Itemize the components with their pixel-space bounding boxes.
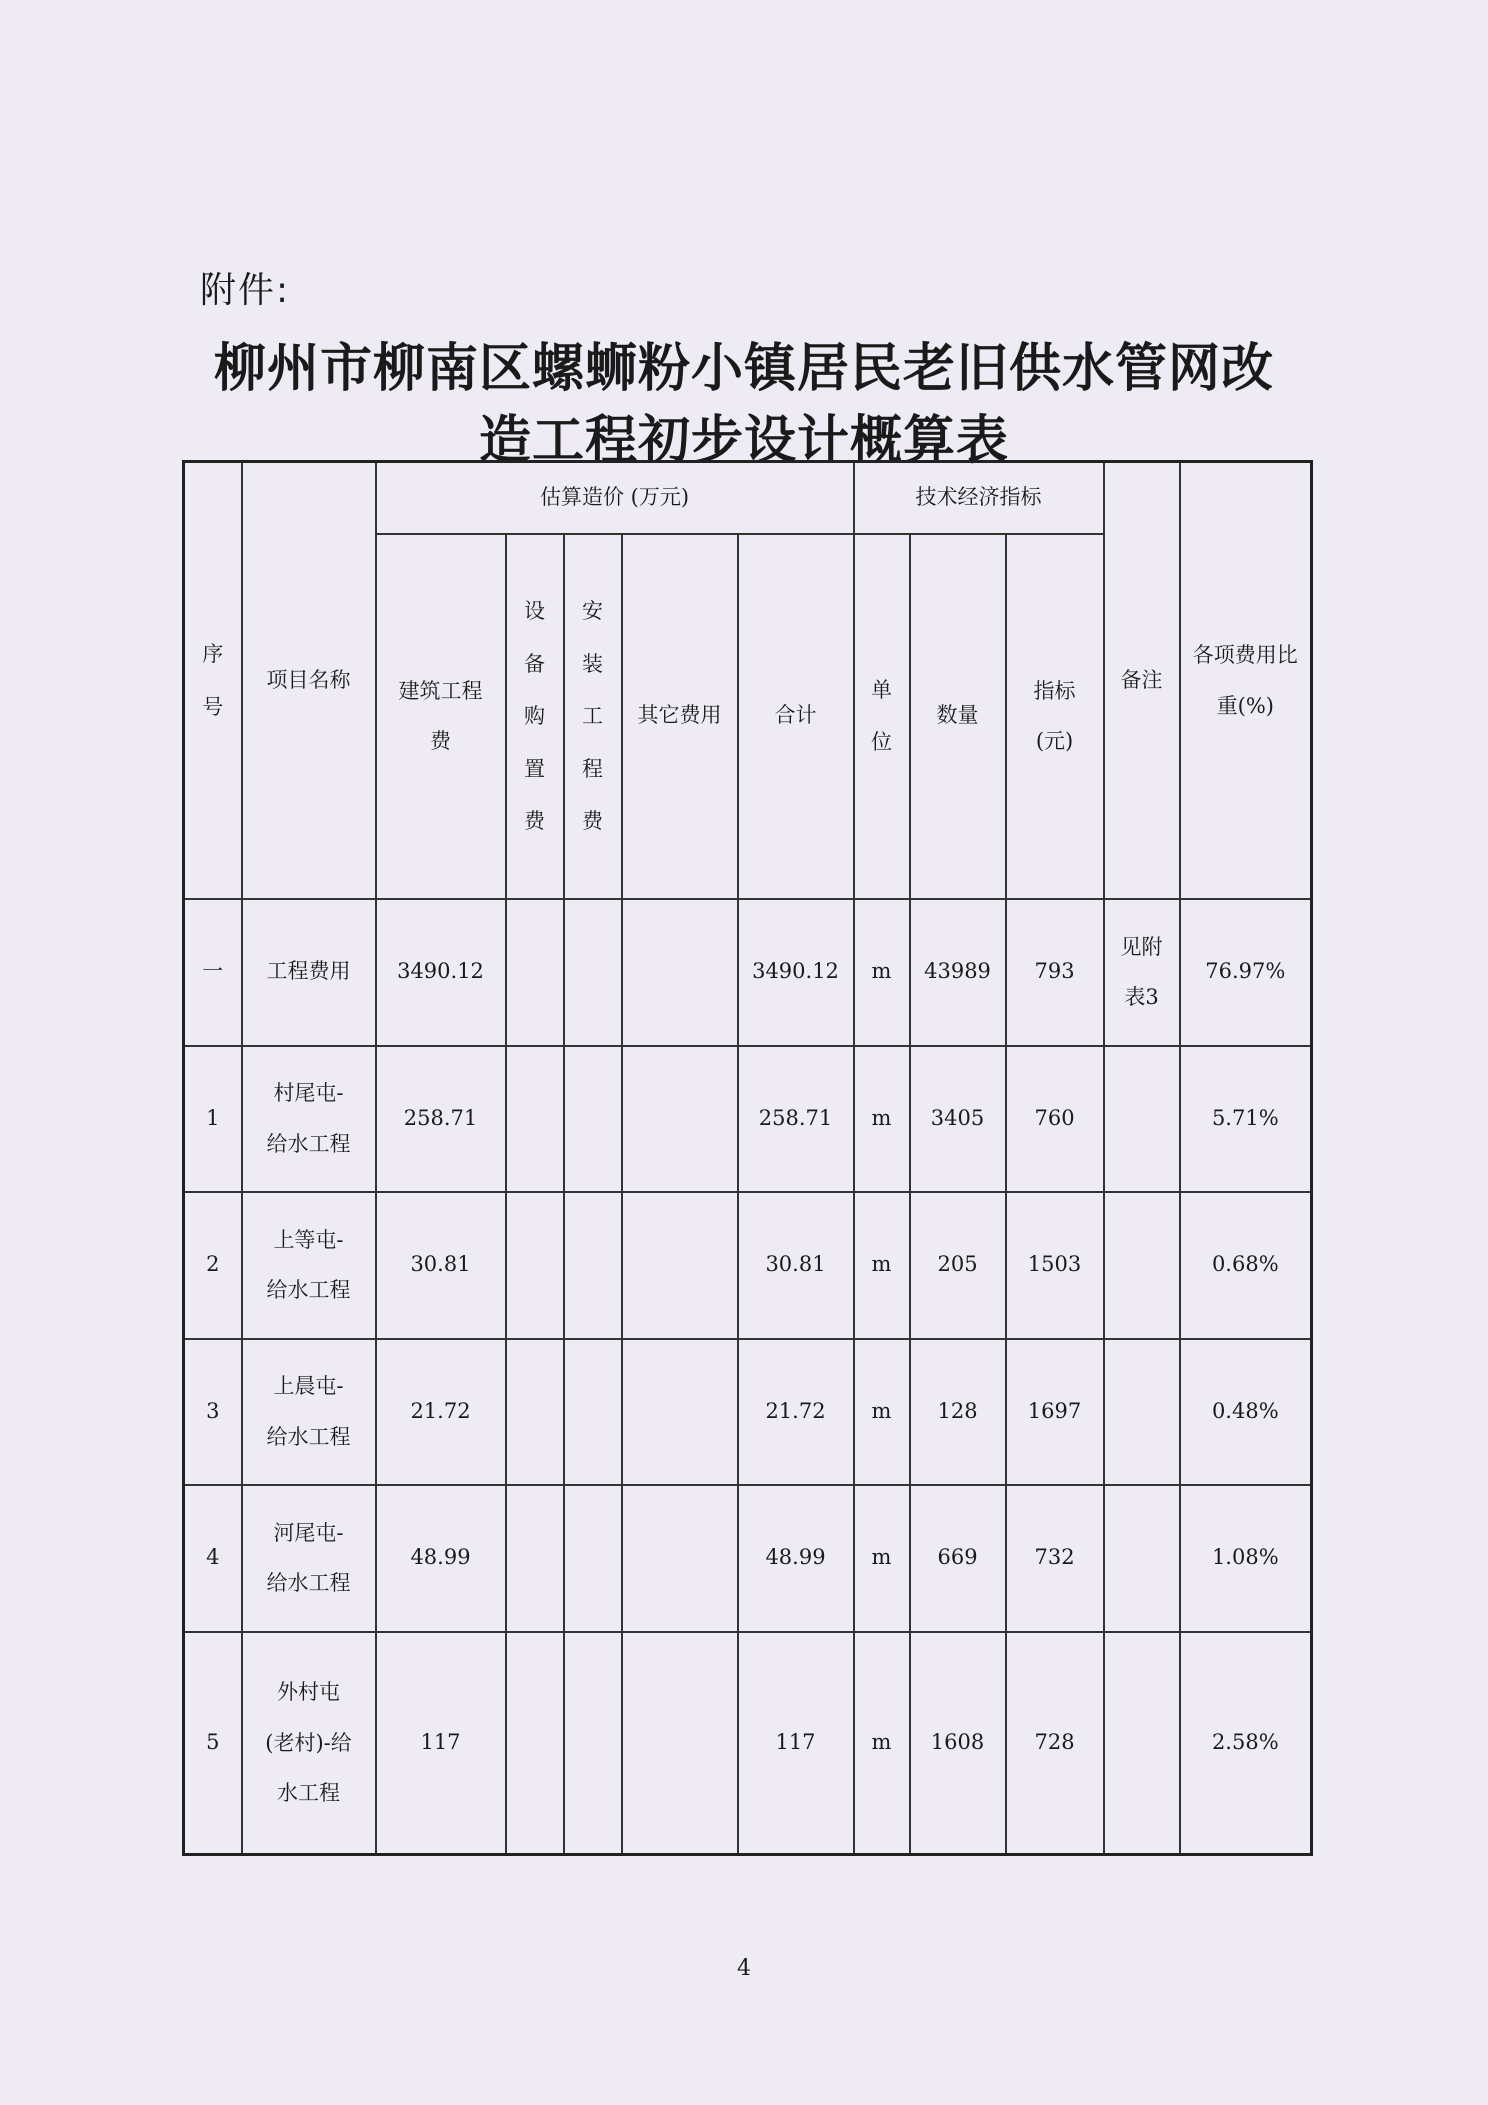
cell-quantity: 205 (910, 1192, 1006, 1339)
header-tech-group: 技术经济指标 (854, 462, 1104, 534)
cell-other (622, 1046, 738, 1193)
cell-other (622, 1192, 738, 1339)
cell-name: 上晨屯-给水工程 (242, 1339, 376, 1486)
cell-install (564, 1192, 622, 1339)
header-other: 其它费用 (622, 534, 738, 899)
cell-unit: m (854, 899, 910, 1046)
cell-name: 上等屯-给水工程 (242, 1192, 376, 1339)
cell-quantity: 43989 (910, 899, 1006, 1046)
document-title-line-1: 柳州市柳南区螺蛳粉小镇居民老旧供水管网改 (213, 338, 1274, 399)
cell-total: 21.72 (738, 1339, 854, 1486)
cell-total: 258.71 (738, 1046, 854, 1193)
cell-quantity: 128 (910, 1339, 1006, 1486)
cell-name: 工程费用 (242, 899, 376, 1046)
cell-total: 117 (738, 1632, 854, 1855)
cell-seq: 2 (184, 1192, 242, 1339)
cell-ratio: 0.48% (1180, 1339, 1312, 1486)
document-title-line-2: 造工程初步设计概算表 (478, 410, 1009, 471)
cell-install (564, 1485, 622, 1632)
cell-other (622, 899, 738, 1046)
header-remark: 备注 (1104, 462, 1180, 900)
cell-install (564, 1632, 622, 1855)
cell-building: 30.81 (376, 1192, 506, 1339)
cell-equipment (506, 1192, 564, 1339)
header-total: 合计 (738, 534, 854, 899)
cell-seq: 一 (184, 899, 242, 1046)
header-name: 项目名称 (242, 462, 376, 900)
cell-remark (1104, 1046, 1180, 1193)
cell-index: 760 (1006, 1046, 1104, 1193)
header-row-1 (184, 462, 1312, 534)
cell-unit: m (854, 1485, 910, 1632)
header-ratio: 各项费用比重(%) (1180, 462, 1312, 900)
cell-index: 728 (1006, 1632, 1104, 1855)
cell-ratio: 0.68% (1180, 1192, 1312, 1339)
cell-total: 30.81 (738, 1192, 854, 1339)
header-install: 安装工程费 (564, 534, 622, 899)
cell-ratio: 2.58% (1180, 1632, 1312, 1855)
cell-building: 48.99 (376, 1485, 506, 1632)
cell-ratio: 5.71% (1180, 1046, 1312, 1193)
cell-index: 1503 (1006, 1192, 1104, 1339)
table-row (184, 1632, 1312, 1855)
cell-equipment (506, 1485, 564, 1632)
header-seq: 序号 (184, 462, 242, 900)
cell-unit: m (854, 1339, 910, 1486)
cell-quantity: 3405 (910, 1046, 1006, 1193)
cell-remark (1104, 1485, 1180, 1632)
cell-total: 3490.12 (738, 899, 854, 1046)
cell-building: 3490.12 (376, 899, 506, 1046)
cell-remark (1104, 1632, 1180, 1855)
cell-remark: 见附表3 (1104, 899, 1180, 1046)
table-row (184, 1339, 1312, 1486)
cell-install (564, 1046, 622, 1193)
header-building: 建筑工程费 (376, 534, 506, 899)
table-row (184, 1192, 1312, 1339)
cell-unit: m (854, 1192, 910, 1339)
header-equipment: 设备购置费 (506, 534, 564, 899)
table-row (184, 899, 1312, 1046)
cell-equipment (506, 1632, 564, 1855)
cell-name: 河尾屯-给水工程 (242, 1485, 376, 1632)
cell-other (622, 1339, 738, 1486)
header-quantity: 数量 (910, 534, 1006, 899)
table-row (184, 1485, 1312, 1632)
cell-name: 外村屯(老村)-给水工程 (242, 1632, 376, 1855)
cell-quantity: 1608 (910, 1632, 1006, 1855)
cell-total: 48.99 (738, 1485, 854, 1632)
cell-install (564, 899, 622, 1046)
cell-equipment (506, 899, 564, 1046)
cell-other (622, 1485, 738, 1632)
cell-install (564, 1339, 622, 1486)
header-estimate-group: 估算造价 (万元) (376, 462, 854, 534)
page-number: 4 (737, 1956, 751, 1981)
cell-seq: 5 (184, 1632, 242, 1855)
cell-seq: 3 (184, 1339, 242, 1486)
cell-building: 258.71 (376, 1046, 506, 1193)
header-index: 指标(元) (1006, 534, 1104, 899)
cell-remark (1104, 1192, 1180, 1339)
cell-seq: 4 (184, 1485, 242, 1632)
cell-unit: m (854, 1046, 910, 1193)
cell-ratio: 1.08% (1180, 1485, 1312, 1632)
cell-remark (1104, 1339, 1180, 1486)
cell-other (622, 1632, 738, 1855)
cell-index: 1697 (1006, 1339, 1104, 1486)
cell-building: 117 (376, 1632, 506, 1855)
table-row (184, 1046, 1312, 1193)
cell-index: 732 (1006, 1485, 1104, 1632)
header-unit: 单位 (854, 534, 910, 899)
budget-table (182, 460, 1313, 1856)
cell-ratio: 76.97% (1180, 899, 1312, 1046)
cell-index: 793 (1006, 899, 1104, 1046)
cell-building: 21.72 (376, 1339, 506, 1486)
cell-seq: 1 (184, 1046, 242, 1193)
cell-equipment (506, 1339, 564, 1486)
cell-name: 村尾屯-给水工程 (242, 1046, 376, 1193)
cell-unit: m (854, 1632, 910, 1855)
attachment-label: 附件: (200, 270, 291, 311)
cell-equipment (506, 1046, 564, 1193)
cell-quantity: 669 (910, 1485, 1006, 1632)
